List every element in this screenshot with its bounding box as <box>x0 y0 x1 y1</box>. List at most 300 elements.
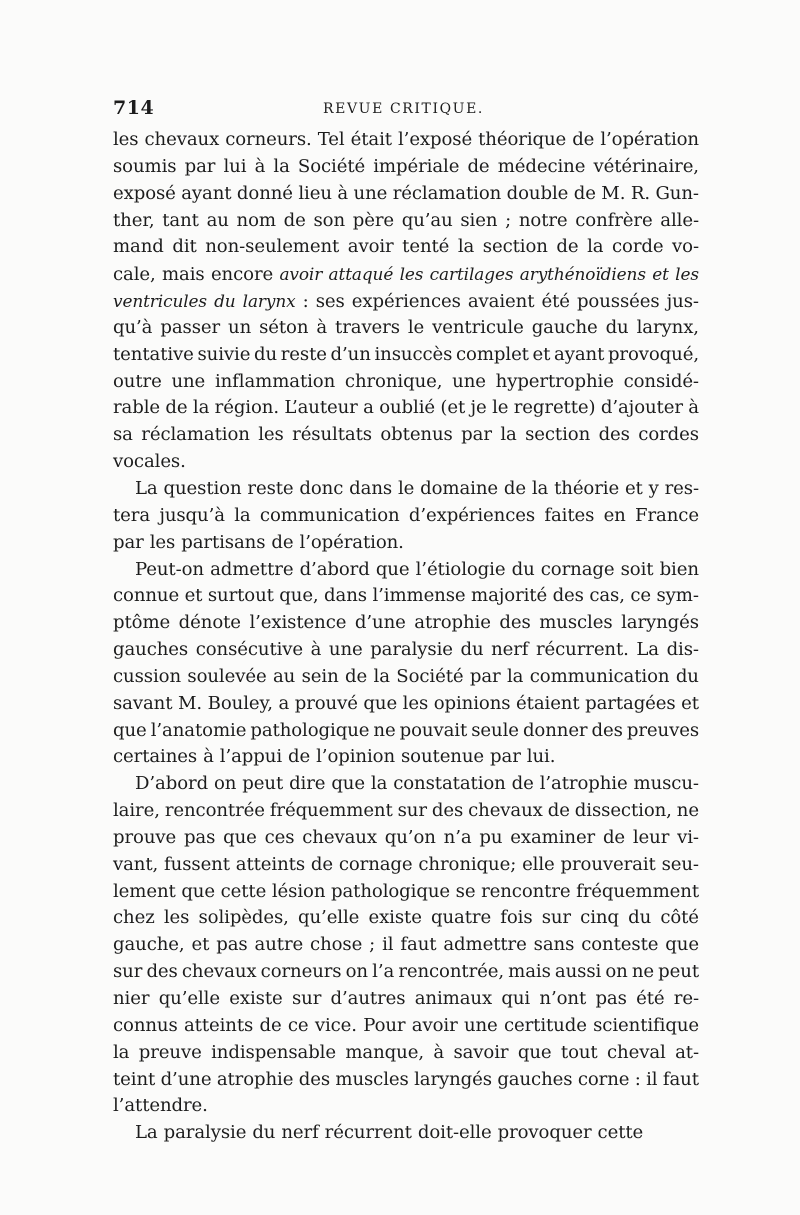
word: peut <box>658 961 699 983</box>
word: je <box>470 397 487 419</box>
running-title: REVUE CRITIQUE. <box>323 101 484 117</box>
word: suivie <box>197 343 251 365</box>
word: que <box>181 880 215 902</box>
word: lui. <box>526 746 556 768</box>
word: certaines <box>113 746 198 768</box>
word: preuves <box>626 719 699 741</box>
word: l’appui <box>219 746 283 768</box>
word: d’abord <box>299 558 370 580</box>
word: encore <box>210 264 274 286</box>
word: la <box>531 477 549 499</box>
word: ; <box>369 934 376 956</box>
word: avoir <box>347 236 394 258</box>
word: réclamation <box>392 182 502 204</box>
word: ventricule <box>432 316 524 338</box>
text-line <box>113 1040 699 1067</box>
word: de <box>345 665 368 687</box>
word: des <box>598 424 630 446</box>
word: l’attendre. <box>113 1095 208 1117</box>
word: outre <box>113 370 162 392</box>
word: l’opinion <box>316 746 395 768</box>
word: qu’elle <box>158 988 220 1009</box>
text-line <box>113 315 699 342</box>
word: l’opération <box>600 129 699 150</box>
text-line <box>113 154 699 181</box>
text-line <box>113 771 699 798</box>
word: corne <box>577 1068 630 1090</box>
word: soit <box>620 558 654 580</box>
word: indispensable <box>211 1041 336 1063</box>
word: une <box>452 370 486 392</box>
word: fois <box>500 907 533 929</box>
word: leur <box>632 826 670 848</box>
word: oublié <box>379 397 436 419</box>
word: cinq <box>580 907 619 929</box>
text-line <box>113 583 699 610</box>
word: La <box>636 639 659 661</box>
word: cale, <box>113 264 156 286</box>
word: l’immense <box>372 585 466 607</box>
word: qu’on <box>384 826 436 848</box>
word: vant, <box>113 853 159 875</box>
word: et <box>532 343 551 365</box>
word: autre <box>254 934 304 956</box>
word: M. <box>178 692 203 714</box>
text-line <box>113 1093 699 1120</box>
text-line <box>113 825 699 852</box>
word: La <box>135 477 158 499</box>
word: surtout <box>207 585 274 607</box>
word: France <box>635 504 699 526</box>
word: par <box>469 665 501 687</box>
word: considé- <box>623 370 699 392</box>
word: existe <box>368 907 422 929</box>
word: tant <box>162 209 199 231</box>
word: partagées <box>585 692 676 714</box>
word: cordes <box>638 424 699 446</box>
word: poussées <box>576 291 660 313</box>
word: paralysie <box>163 1122 247 1144</box>
text-line <box>113 1067 699 1094</box>
word: R. <box>630 182 650 204</box>
word: complet <box>456 343 529 365</box>
word: de <box>572 129 595 150</box>
word: larynx, <box>636 316 699 338</box>
word: l’opération. <box>299 531 404 553</box>
word: on <box>214 773 237 795</box>
text-line <box>113 986 699 1013</box>
word: res- <box>664 477 699 499</box>
word: séton <box>259 316 309 338</box>
word: réclamation <box>141 424 250 446</box>
word: nom <box>236 209 276 231</box>
word: pathologique <box>250 719 370 741</box>
word: avoir <box>411 1014 458 1036</box>
word: de <box>602 826 626 848</box>
word: provoquer <box>497 1122 592 1144</box>
word: résultats <box>292 424 372 446</box>
text-line <box>113 261 699 288</box>
word: rencontrée <box>164 800 265 822</box>
word: seule <box>471 719 519 741</box>
word: se <box>455 880 476 902</box>
word: muscu- <box>633 773 699 795</box>
text-line <box>113 342 699 369</box>
word: et <box>191 934 210 956</box>
word: sur <box>397 800 427 822</box>
word: examiner <box>510 826 596 848</box>
word: de <box>556 236 579 258</box>
word: il <box>382 934 394 956</box>
word: à <box>310 639 322 661</box>
word: une <box>171 370 206 392</box>
body-text <box>113 127 699 1147</box>
word: atrophie <box>414 612 491 634</box>
word: elle <box>522 853 555 875</box>
word: section <box>482 236 548 258</box>
word: d’une <box>354 612 406 634</box>
word: d’expériences <box>408 504 536 526</box>
word: qui <box>501 988 531 1009</box>
word: La <box>135 1122 158 1144</box>
word: domaine <box>420 477 498 499</box>
word: lieu <box>298 182 332 204</box>
word: muscles <box>539 612 613 634</box>
word: que <box>375 558 410 580</box>
word: cas, <box>589 585 625 607</box>
text-line <box>113 610 699 637</box>
word: ayant <box>554 343 605 365</box>
word: alle- <box>660 209 699 231</box>
text-line <box>113 395 699 422</box>
word: dénote <box>178 612 241 634</box>
text-line <box>113 422 699 449</box>
word: at- <box>675 1041 699 1063</box>
word: chronique, <box>344 370 443 392</box>
word: travers <box>335 316 400 338</box>
word: donné <box>236 182 293 204</box>
word: dans <box>349 477 393 499</box>
word: la <box>273 155 290 177</box>
word: au <box>272 665 296 687</box>
word: reste <box>280 343 327 365</box>
text-line <box>113 879 699 906</box>
word: seu- <box>661 853 699 875</box>
word: sa <box>113 424 133 446</box>
word: le <box>407 316 425 338</box>
word: chevaux <box>144 129 220 150</box>
word: faut <box>662 1068 699 1090</box>
word: (et <box>440 397 466 419</box>
word: une <box>463 1014 498 1036</box>
word: des <box>499 612 531 634</box>
word: un <box>228 316 252 338</box>
italic-word: et <box>652 264 669 285</box>
word: de <box>511 773 534 795</box>
word: Peut-on <box>135 558 204 580</box>
word: cette <box>220 880 267 902</box>
word: d’autres <box>330 988 406 1009</box>
word: la <box>457 236 475 258</box>
word: sans <box>533 934 575 956</box>
word: rencontrée, <box>398 961 504 983</box>
word: l’anatomie <box>150 719 247 741</box>
word: une <box>353 182 388 204</box>
word: vi- <box>677 826 699 848</box>
word: du <box>460 639 484 661</box>
word: quatre <box>431 907 492 929</box>
word: par <box>113 531 144 553</box>
word: animaux <box>414 988 493 1009</box>
word: : <box>302 291 309 313</box>
text-line <box>113 530 699 557</box>
word: médecine <box>497 155 586 177</box>
text-line <box>113 718 699 745</box>
word: notre <box>518 209 568 231</box>
word: prouve <box>113 826 177 848</box>
text-line <box>113 234 699 261</box>
word: atteints <box>183 1014 254 1036</box>
word: que <box>665 934 699 956</box>
word: corde <box>612 236 664 258</box>
word: et <box>681 692 699 714</box>
word: la <box>500 424 517 446</box>
word: la <box>234 504 251 526</box>
word: par <box>184 155 216 177</box>
word: manque, <box>345 1041 424 1063</box>
word: cornage <box>338 853 413 875</box>
word: qu’elle <box>298 907 360 929</box>
word: fussent <box>164 853 230 875</box>
word: ne <box>373 719 396 741</box>
word: ptôme <box>113 612 171 634</box>
word: des <box>431 800 464 822</box>
page-header <box>113 93 699 123</box>
word: muscles <box>335 1068 409 1090</box>
text-line <box>113 557 699 584</box>
word: et <box>184 585 203 607</box>
italic-word: attaqué <box>328 264 394 285</box>
word: majorité <box>471 585 548 607</box>
word: insuccès <box>374 343 453 365</box>
text-line <box>113 181 699 208</box>
word: corneurs <box>260 961 342 983</box>
word: lui <box>223 155 247 177</box>
word: D’abord <box>135 773 209 795</box>
word: prouvé <box>294 692 358 714</box>
text-line <box>113 852 699 879</box>
word: à <box>203 746 214 768</box>
text-line <box>113 664 699 691</box>
word: les <box>258 424 284 446</box>
word: que <box>223 826 257 848</box>
word: fréquemment <box>576 880 699 902</box>
word: gauche <box>531 316 598 338</box>
word: des <box>591 719 623 741</box>
word: existe <box>229 988 283 1009</box>
word: sein <box>301 665 339 687</box>
word: avaient <box>467 291 535 313</box>
word: nerf <box>281 1122 319 1144</box>
word: dis- <box>666 639 699 661</box>
word: expériences <box>351 291 461 313</box>
italic-word: larynx <box>242 291 296 312</box>
word: l’exposé <box>397 129 473 150</box>
word: Société <box>396 665 464 687</box>
italic-word: les <box>675 264 699 285</box>
text-line <box>113 798 699 825</box>
text-line <box>113 449 699 476</box>
word: double <box>506 182 569 204</box>
word: savoir <box>453 1041 509 1063</box>
word: Gun- <box>655 182 699 204</box>
word: dire <box>289 773 326 795</box>
word: et <box>624 477 643 499</box>
word: qu’à <box>113 316 153 338</box>
word: connus <box>113 1014 178 1036</box>
word: dissection, <box>574 800 672 822</box>
word: la <box>373 665 390 687</box>
word: a <box>278 692 290 714</box>
word: ces <box>264 826 295 848</box>
word: chose <box>310 934 363 956</box>
word: vice. <box>314 1014 357 1036</box>
text-line <box>113 503 699 530</box>
word: les <box>149 531 176 553</box>
text-line <box>113 691 699 718</box>
word: cheval <box>607 1041 666 1063</box>
word: du <box>605 316 629 338</box>
word: de <box>467 155 490 177</box>
word: le <box>397 477 415 499</box>
word: de <box>165 397 188 419</box>
word: de <box>503 477 526 499</box>
word: cornage <box>540 558 615 580</box>
word: sym- <box>656 585 699 607</box>
word: ne <box>631 961 655 983</box>
word: la <box>507 665 524 687</box>
word: chronique; <box>418 853 517 875</box>
word: fréquemment <box>269 800 393 822</box>
text-line <box>113 932 699 959</box>
word: confrère <box>575 209 653 231</box>
word: vocales. <box>113 451 186 473</box>
word: nerf <box>491 639 529 661</box>
word: obtenus <box>380 424 453 446</box>
word: n’ont <box>539 988 587 1009</box>
word: lésion <box>271 880 326 902</box>
word: non-seulement <box>205 236 340 258</box>
word: L’auteur <box>284 397 358 419</box>
word: bien <box>659 558 699 580</box>
word: théorique <box>478 129 567 150</box>
word: des <box>298 1068 331 1090</box>
word: par <box>461 424 492 446</box>
text-line <box>113 959 699 986</box>
word: ne <box>676 800 699 822</box>
text-line <box>113 288 699 315</box>
word: de <box>310 853 333 875</box>
word: tera <box>113 504 151 526</box>
word: sien <box>460 209 498 231</box>
text-line <box>113 369 699 396</box>
word: vo- <box>672 236 699 258</box>
word: consécutive <box>195 639 304 661</box>
word: re- <box>673 988 699 1009</box>
word: le <box>492 397 509 419</box>
word: on <box>605 961 628 983</box>
word: constatation <box>393 773 506 795</box>
word: provoqué, <box>607 343 699 365</box>
word: à <box>433 1041 445 1063</box>
word: scientifique <box>593 1014 699 1036</box>
word: a <box>363 397 374 419</box>
italic-word: cartilages <box>429 264 514 285</box>
word: du <box>252 1122 276 1144</box>
word: du <box>675 665 699 687</box>
word: donc <box>299 477 344 499</box>
word: cussion <box>113 665 181 687</box>
word: ce <box>630 585 651 607</box>
word: jus- <box>666 291 699 313</box>
word: était <box>350 129 392 150</box>
word: tout <box>560 1041 598 1063</box>
italic-word: arythénoïdiens <box>519 264 646 285</box>
word: aussi <box>554 961 602 983</box>
word: les <box>402 692 429 714</box>
word: du <box>254 343 278 365</box>
word: chez <box>113 907 155 929</box>
word: pathologique <box>331 880 450 902</box>
word: que <box>331 773 365 795</box>
word: question <box>163 477 242 499</box>
word: la <box>370 773 388 795</box>
word: partisans <box>181 531 266 553</box>
word: des <box>552 585 584 607</box>
italic-word: les <box>399 264 424 285</box>
word: sur <box>113 961 143 983</box>
word: ce <box>287 1014 309 1036</box>
word: soumis <box>113 155 177 177</box>
word: rable <box>113 397 161 419</box>
word: Tel <box>317 129 345 150</box>
word: de <box>547 800 570 822</box>
word: savant <box>113 692 173 714</box>
word: exposé <box>113 182 176 204</box>
word: que <box>363 692 398 714</box>
word: paralysie <box>370 639 453 661</box>
word: que, <box>279 585 319 607</box>
word: soulevée <box>187 665 267 687</box>
word: qu’au <box>401 209 453 231</box>
word: communication <box>259 504 400 526</box>
text-line <box>113 1120 699 1147</box>
word: faites <box>544 504 595 526</box>
word: lement <box>113 880 176 902</box>
word: mais <box>162 264 205 286</box>
word: les <box>163 907 190 929</box>
word: conteste <box>581 934 659 956</box>
word: d’une <box>160 1068 212 1090</box>
word: du <box>628 907 652 929</box>
word: n’a <box>443 826 472 848</box>
word: laryngés <box>621 612 699 634</box>
italic-word: du <box>214 291 236 312</box>
word: gauches <box>497 1068 573 1090</box>
word: pu <box>479 826 503 848</box>
word: été <box>541 291 570 313</box>
word: au <box>206 209 229 231</box>
